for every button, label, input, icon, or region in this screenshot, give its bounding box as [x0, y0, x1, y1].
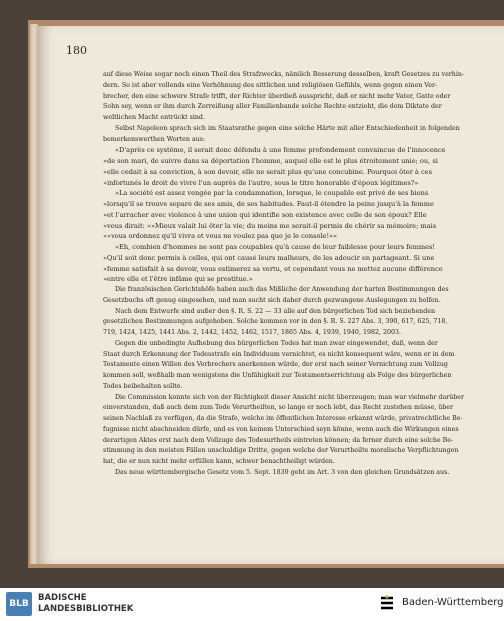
text-line: »Qu'il soit donc permis à celles, qui ont causé leurs malheurs, de les adoucir en partageant. Si une: [103, 253, 435, 262]
text-line: weltlichen Macht entrückt sind.: [103, 114, 205, 121]
text-line: «D'après ce système, il serait donc défendu à une femme profondement convaincue de l'innocence: [115, 146, 446, 155]
page-text: [103, 70, 481, 479]
text-line: Testamente einen Willen des Verbrechers anerkennen würde, der erst nach seiner Vernichtung zum Vollzug: [103, 361, 448, 369]
text-line: brecher, den eine schwere Strafe trifft, der Richter überdieß ausspricht, daß er nicht mehr Vater, Gatte oder: [103, 92, 451, 100]
bw-lions-crest-icon: [378, 594, 396, 614]
text-line: »entre elle et l'être infâme qui se prostitue.»: [103, 275, 253, 284]
footer-bar: [0, 588, 504, 621]
text-line: Staat durch Erkennung der Todesstrafe ein Individuum vernichtet, es nicht konsequent wäre, wenn er in dem: [103, 350, 455, 358]
bw-name[interactable]: Baden-Württemberg: [402, 597, 504, 608]
text-line: hat, die er nun nicht mehr erfüllen kann, schwer benachtheiligt würden.: [103, 458, 335, 465]
text-line: »femme satisfait à sa devoir, vous estimerez sa vertu, et cependant vous ne mettez aucune différence: [103, 264, 443, 273]
text-line: stimmung in den meisten Fällen unschuldige Dritte, gegen welche der Verurtheilte moralische Verpflichtungen: [103, 447, 459, 455]
text-line: seinen Nachlaß zu verfügen, da die Strafe, welche im öffentlichen Interesse erkannt würde, privatrechtliche Be-: [103, 415, 463, 422]
text-line: bemerkenswerthen Worten aus:: [103, 135, 206, 143]
text-line: Die Commission konnte sich von der Richtigkeit dieser Ansicht nicht überzeugen; man war vielmehr darüber: [115, 393, 465, 401]
text-line: fugnisse nicht abschneiden dürfe, und es von keinem Unterschied seyn könne, wenn auch die Wirkungen eines: [103, 425, 459, 433]
text-line: Sohn sey, wenn er ihm durch Zerreißung aller Familienbande solche Rechte entzieht, die dem Diktate der: [103, 103, 442, 111]
text-line: einverstanden, daß auch dem zum Tode Verurtheilten, so lange er noch lebt, das Recht zustehen müsse, über: [103, 404, 454, 412]
page-edges: [30, 24, 38, 564]
text-line: »et l'arracher avec violence à une union qui identifie son existence avec celle de son époux? Elle: [103, 210, 427, 219]
text-line: »vous dirait: «»Mieux valait lui ôter la vie; du moins me serait-il permis de chérir sa mémoire; mais: [103, 221, 437, 230]
text-line: »elle cedait à sa conviction, à son devoir, elle ne serait plus qu'une concubine. Pourquoi ôter à ces: [103, 167, 432, 176]
text-line: Gesetzbuchs oft genug eingesehen, und man sucht sich daher durch gezwungene Auslegungen zu helfen.: [103, 296, 441, 304]
text-line: »infortunés le droit de vivre l'un auprès de l'autre, sous le titre honorable d'époux légitimes?»: [103, 178, 419, 187]
text-line: gesetzlichen Bestimmungen aufgehoben. Solche kommen vor in den §. R. S. 227 Abs. 3, 390, 617, 625, 718,: [103, 318, 448, 326]
text-line: »de son mari, de suivre dans sa déportation l'homme, auquel elle est le plus étroitement unie; ou, si: [103, 157, 438, 165]
text-line: derartigen Aktes erst nach dem Vollzuge des Todesurtheils eintreten können; da ferner durch eine solche Be-: [103, 436, 454, 444]
text-line: Gegen die unbedingte Aufhebung des bürgerlichen Todes hat man zwar eingewendet, daß, wenn der: [115, 339, 438, 347]
page-number: 180: [66, 44, 87, 57]
blb-name[interactable]: [38, 593, 133, 615]
text-line: Todes beibehalten sollte.: [103, 382, 183, 390]
text-line: Selbst Napoleon sprach sich im Staatsrathe gegen eine solche Härte mit aller Entschiedenheit in folgenden: [115, 124, 460, 132]
text-line: »La société est assez vengée par la condamnation, lorsque, le coupable est privé de ses biens: [115, 189, 429, 198]
text-line: »lorsqu'il se trouve separé de ses amis, de ses habitudes. Faut-il étendre la peine jusqu'à la femme: [103, 200, 434, 208]
blb-line-2: LANDESBIBLIOTHEK: [38, 604, 134, 614]
text-line: kommen soll, weßhalb man wenigstens die Unfähigkeit zur Testamentserrichtung als Folge des bürgerlichen: [103, 372, 452, 379]
text-line: »»vous ordonnez qu'il vivra et vous ne voulez pas que je le console!««: [103, 232, 338, 241]
text-line: auf diese Weise sogar noch einen Theil des Strafzwecks, nämlich Besserung desselben, kraft Gesetzes zu verhin-: [103, 71, 465, 78]
text-line: Nach dem Entwurfe sind außer den §. R. S. 22 — 33 alle auf den bürgerlichen Tod sich beziehenden: [115, 307, 436, 315]
text-line: Die französischen Gerichtshöfe haben auch das Mißliche der Anwendung der harten Bestimmungen des: [115, 286, 449, 293]
blb-logo[interactable]: BLB: [6, 592, 32, 616]
text-line: dern. So ist aber vollends eine Verhöhnung des sittlichen und religiösen Gefühls, wenn gegen einen Ver-: [103, 81, 438, 89]
text-line: »Eh, combien d'hommes ne sont pas coupables qu'à cause de leur faiblesse pour leurs femmes!: [115, 243, 436, 251]
text-line: 719, 1424, 1425, 1441 Abs. 2, 1442, 1452, 1462, 1517, 1865 Abs. 4, 1939, 1940, 1982, 2003.: [103, 329, 402, 336]
blb-line-1: BADISCHE: [38, 593, 87, 603]
text-line: Das neue württembergische Gesetz vom 5. Sept. 1839 geht im Art. 3 von den gleichen Grundsätzen aus.: [115, 468, 450, 476]
